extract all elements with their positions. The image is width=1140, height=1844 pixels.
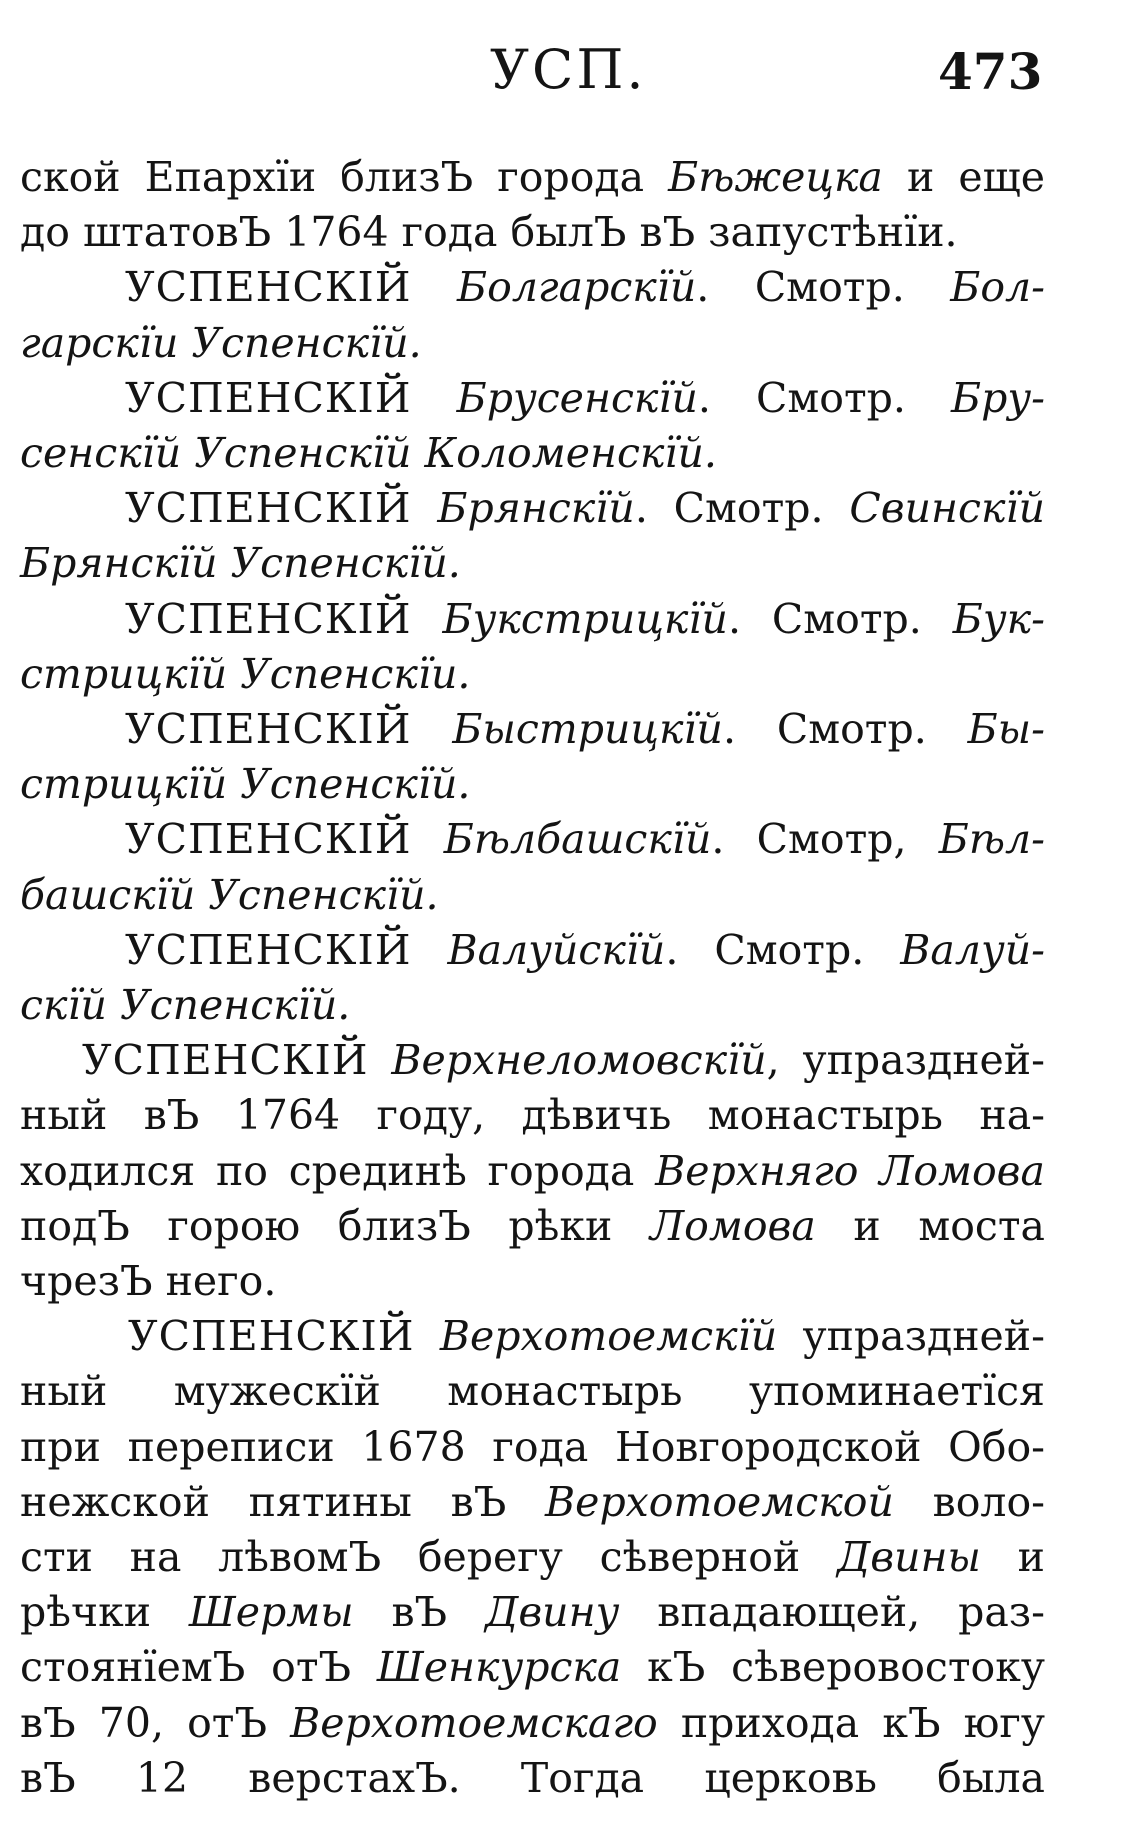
text-line xyxy=(20,592,1045,647)
text-run: рѣчки xyxy=(20,1588,189,1637)
entry-heading: УСПЕНСКІЙ xyxy=(125,263,412,312)
text-run: ный мужескїй монастырь упоминаетїся xyxy=(20,1367,1045,1416)
entry-heading: УСПЕНСКІЙ xyxy=(125,373,412,422)
text-run: ный вЪ 1764 году, дѣвичь монастырь на- xyxy=(20,1091,1045,1140)
italic-name: Бѣжецка xyxy=(668,153,883,201)
text-line xyxy=(20,978,1045,1033)
entry-heading: УСПЕНСКІЙ xyxy=(125,594,412,643)
entry-heading: УСПЕНСКІЙ xyxy=(125,484,412,533)
text-line xyxy=(20,647,1045,702)
text-line xyxy=(20,1199,1045,1254)
italic-name: Бѣл- xyxy=(938,815,1045,864)
italic-name: стрицкїй Успенскїй. xyxy=(20,760,471,809)
text-run: и xyxy=(980,1533,1045,1582)
text-line xyxy=(20,868,1045,923)
text-run: до штатовЪ 1764 года былЪ вЪ запустѣнїи. xyxy=(20,208,958,257)
text-line xyxy=(20,1640,1045,1695)
text-line xyxy=(20,702,1045,757)
text-run: при переписи 1678 года Новгородской Обо- xyxy=(20,1422,1045,1471)
text-line xyxy=(20,1309,1045,1364)
running-head-title: УСП. xyxy=(490,38,647,101)
italic-name: Верхотоемскаго xyxy=(290,1698,658,1747)
page-number: 473 xyxy=(938,42,1043,101)
text-line xyxy=(20,426,1045,481)
text-run: . Смотр. xyxy=(727,594,953,643)
text-line xyxy=(20,536,1045,591)
text-line xyxy=(20,1585,1045,1640)
text-run: нежской пятины вЪ xyxy=(20,1477,546,1526)
text-line xyxy=(20,481,1045,536)
italic-name: Двину xyxy=(484,1588,620,1637)
italic-name: Бы- xyxy=(967,705,1045,754)
italic-name: Верхотоемскїй xyxy=(439,1312,778,1361)
italic-name: Бук- xyxy=(952,594,1045,643)
text-run: воло- xyxy=(893,1477,1045,1526)
entry-heading: УСПЕНСКІЙ xyxy=(125,705,412,754)
entry-heading: УСПЕНСКІЙ xyxy=(82,1036,369,1085)
text-run: вЪ 70, отЪ xyxy=(20,1698,291,1747)
italic-name: стрицкїй Успенскїи. xyxy=(20,649,471,698)
italic-name: Верхняго Ломова xyxy=(655,1146,1045,1195)
text-run: и еще xyxy=(882,153,1045,201)
text-run: . Смотр, xyxy=(711,815,939,864)
italic-name: Бол- xyxy=(950,263,1045,312)
italic-name: Брусенскїй xyxy=(456,373,698,422)
text-run: . Смотр. xyxy=(665,925,901,974)
text-line xyxy=(20,1420,1045,1475)
text-line xyxy=(20,1088,1045,1143)
italic-name: Бру- xyxy=(950,373,1045,422)
text-line xyxy=(20,205,1045,260)
text-line xyxy=(20,923,1045,978)
italic-name: Верхнеломовскїй xyxy=(391,1036,767,1085)
text-run xyxy=(415,1312,440,1360)
italic-name: Шермы xyxy=(188,1588,354,1637)
text-run: и моста xyxy=(815,1201,1045,1250)
text-run xyxy=(412,815,444,863)
italic-name: Шенкурска xyxy=(376,1643,622,1692)
italic-name: башскїй Успенскїй. xyxy=(20,870,439,919)
text-run xyxy=(369,1036,392,1084)
italic-name: Бѣлбашскїй xyxy=(443,815,712,864)
entry-heading: УСПЕНСКІЙ xyxy=(125,815,412,864)
text-run xyxy=(412,595,443,643)
text-run: вЪ 12 верстахЪ. Тогда церковь была xyxy=(20,1753,1045,1802)
text-line xyxy=(20,1475,1045,1530)
italic-name: Валуй- xyxy=(900,925,1045,974)
text-run: . Смотр. xyxy=(722,705,968,754)
text-line xyxy=(20,1033,1045,1088)
text-run: ходился по срединѣ города xyxy=(20,1146,656,1195)
text-line xyxy=(20,1696,1045,1751)
text-line xyxy=(20,1254,1045,1309)
text-run xyxy=(412,263,458,311)
italic-name: Букстрицкїй xyxy=(442,594,728,643)
text-run: . Смотр. xyxy=(634,484,850,533)
text-run: сти на лѣвомЪ берегу сѣверной xyxy=(20,1533,837,1582)
text-line xyxy=(20,260,1045,315)
text-line xyxy=(20,757,1045,812)
text-run xyxy=(412,374,457,422)
text-run: ской Епархїи близЪ города xyxy=(20,153,669,201)
text-run: стоянїемЪ отЪ xyxy=(20,1643,377,1692)
italic-name: скїй Успенскїй. xyxy=(20,981,351,1030)
text-line xyxy=(20,150,1045,205)
text-run: чрезЪ него. xyxy=(20,1257,277,1306)
running-head xyxy=(0,38,1140,108)
italic-name: сенскїй Успенскїй Коломенскїй. xyxy=(20,429,717,478)
italic-name: Верхотоемской xyxy=(545,1477,894,1526)
text-run xyxy=(412,926,448,974)
text-run xyxy=(412,705,453,753)
text-line xyxy=(20,1144,1045,1199)
italic-name: Быстрицкїй xyxy=(452,705,723,754)
italic-name: Брянскїй Успенскїй. xyxy=(20,539,461,588)
italic-name: Двины xyxy=(836,1533,981,1582)
italic-name: Свинскїй xyxy=(849,484,1045,533)
text-run: упраздней- xyxy=(777,1312,1045,1361)
text-run: . Смотр. xyxy=(696,263,951,312)
italic-name: Валуйскїй xyxy=(447,925,666,974)
italic-name: гарскїи Успенскїй. xyxy=(20,318,422,367)
text-line xyxy=(20,1530,1045,1585)
body-text xyxy=(20,150,1045,1806)
text-run: , упраздней- xyxy=(766,1036,1045,1085)
italic-name: Ломова xyxy=(649,1201,816,1250)
text-line xyxy=(20,316,1045,371)
text-run: вЪ xyxy=(353,1588,485,1637)
text-run: . Смотр. xyxy=(697,373,951,422)
text-line xyxy=(20,371,1045,426)
text-line xyxy=(20,1364,1045,1419)
text-run: кЪ сѣверовостоку xyxy=(621,1643,1045,1692)
text-run: подЪ горою близЪ рѣки xyxy=(20,1201,650,1250)
text-run xyxy=(412,484,438,532)
italic-name: Брянскїй xyxy=(437,484,635,533)
entry-heading: УСПЕНСКІЙ xyxy=(128,1312,415,1361)
italic-name: Болгарскїй xyxy=(457,263,697,312)
text-line xyxy=(20,1751,1045,1806)
entry-heading: УСПЕНСКІЙ xyxy=(125,925,412,974)
text-run: прихода кЪ югу xyxy=(657,1698,1045,1747)
text-line xyxy=(20,812,1045,867)
text-run: впадающей, раз- xyxy=(619,1588,1045,1637)
